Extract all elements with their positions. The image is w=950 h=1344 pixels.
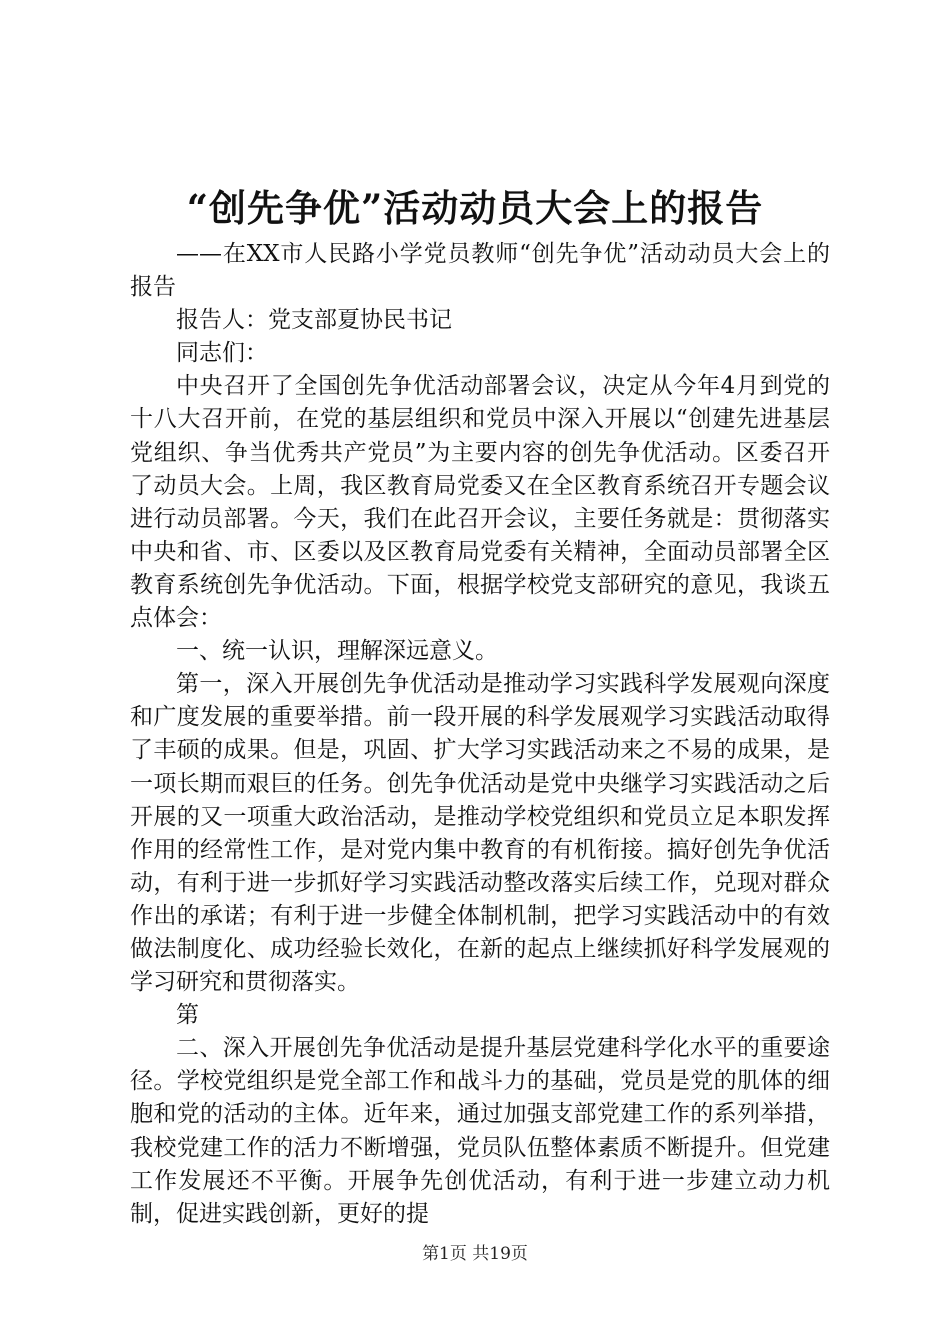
section-heading-1: 一、统一认识，理解深远意义。 — [176, 638, 498, 665]
document-body — [130, 238, 830, 1231]
paragraph-first-point: 第一，深入开展创先争优活动是推动学习实践科学发展观向深度和广度发展的重要举措。前一段开展的科学发展观学习实践活动取得了丰硕的成果。但是，巩固、扩大学习实践活动来之不易的成果，是一项长期而艰巨的任务。创先争优活动是党中央继学习实践活动之后开展的又一项重大政治活动，是推动学校党组织和党员立足本职发挥作用的经常性工作，是对党内集中教育的有机衔接。搞好创先争优活动，有利于进一步抓好学习实践活动整改落实后续工作，兑现对群众作出的承诺；有利于进一步健全体制机制，把学习实践活动中的有效做法制度化、成功经验长效化，在新的起点上继续抓好科学发展观的学习研究和贯彻落实。 — [130, 671, 830, 996]
reporter-line: 报告人：党支部夏协民书记 — [176, 307, 452, 334]
paragraph-fragment: 第 — [176, 1002, 199, 1029]
salutation: 同志们： — [176, 340, 268, 367]
document-title: “创先争优”活动动员大会上的报告 — [186, 186, 764, 230]
paragraph-intro: 中央召开了全国创先争优活动部署会议，决定从今年4月到党的十八大召开前，在党的基层组织和党员中深入开展以“创建先进基层党组织、争当优秀共产党员”为主要内容的创先争优活动。区委召开了动员大会。上周，我区教育局党委又在全区教育系统召开专题会议进行动员部署。今天，我们在此召开会议，主要任务就是：贯彻落实中央和省、市、区委以及区教育局党委有关精神，全面动员部署全区教育系统创先争优活动。下面，根据学校党支部研究的意见，我谈五点体会： — [130, 373, 830, 632]
paragraph-second-point: 二、深入开展创先争优活动是提升基层党建科学化水平的重要途径。学校党组织是党全部工作和战斗力的基础，党员是党的肌体的细胞和党的活动的主体。近年来，通过加强支部党建工作的系列举措，我校党建工作的活力不断增强，党员队伍整体素质不断提升。但党建工作发展还不平衡。开展争先创优活动，有利于进一步建立动力机制，促进实践创新，更好的提 — [130, 1035, 830, 1227]
page-number-footer: 第1页 共19页 — [422, 1244, 528, 1264]
document-subtitle: ——在XX市人民路小学党员教师“创先争优”活动动员大会上的报告 — [130, 241, 830, 301]
